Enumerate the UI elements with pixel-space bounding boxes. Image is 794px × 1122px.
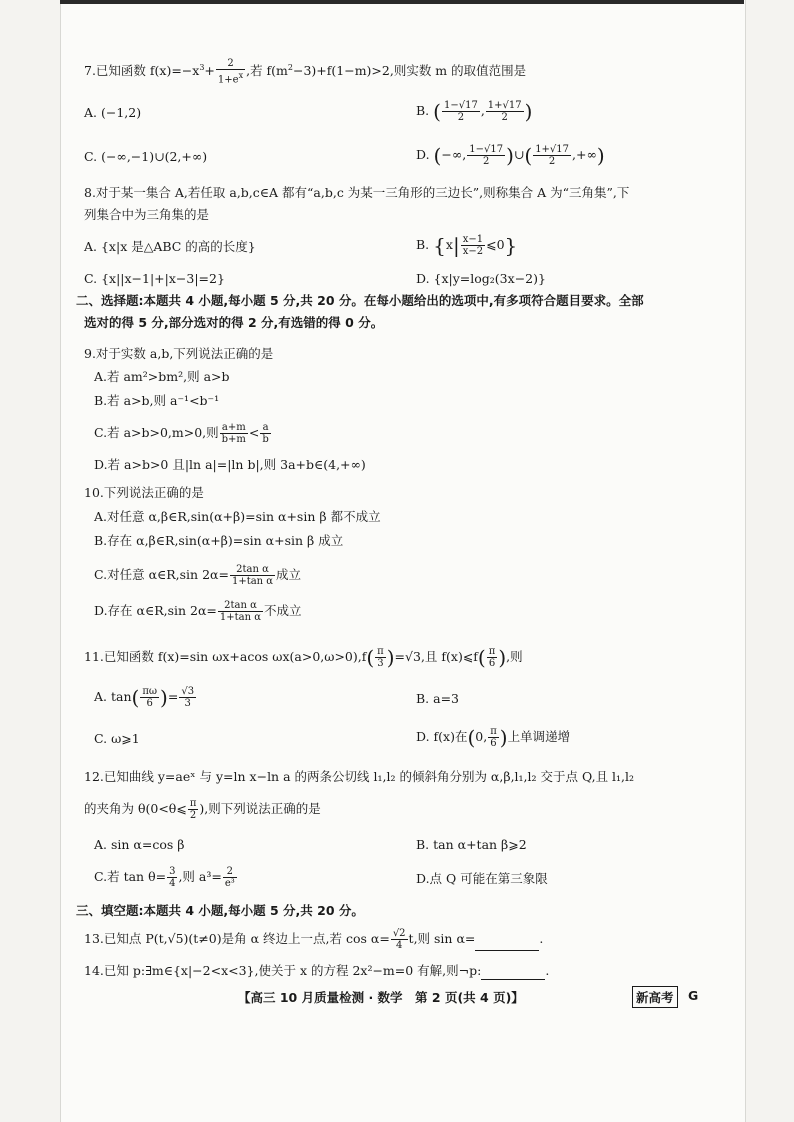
q11-option-a: A. tan( $\frac{\pi\omega}{6}$ )= $\frac{√3}{3}$ — [94, 685, 195, 710]
q11-option-c: C. ω⩾1 — [94, 731, 140, 746]
section2-heading-line1: 二、选择题:本题共 4 小题,每小题 5 分,共 20 分。在每小题给出的选项中,有多项符合题目要求。全部 — [76, 293, 644, 308]
q11-stem: 11.已知函数 f(x)=sin ωx+acos ωx(a>0,ω>0),f( $\frac{\pi}{3}$ )=√3,且 f(x)⩽f( $\frac{\pi}{6}$ ),则 — [84, 645, 523, 670]
footer-version-letter: G — [688, 988, 699, 1003]
q10-stem: 10.下列说法正确的是 — [84, 485, 204, 500]
q7-option-a: A. (−1,2) — [84, 105, 142, 120]
q10-option-d: D.存在 α∈R,sin 2α= $\frac{\text{2tan α}}{\text{1+tan α}}$ 不成立 — [94, 600, 302, 623]
q12-option-d: D.点 Q 可能在第三象限 — [416, 871, 548, 886]
q8-option-a: A. {x|x 是△ABC 的高的长度} — [84, 239, 256, 254]
q8-option-c: C. {x||x−1|+|x−3|=2} — [84, 271, 225, 286]
q12-stem-line1: 12.已知曲线 y=aeˣ 与 y=ln x−ln a 的两条公切线 l₁,l₂ 的倾斜角分别为 α,β,l₁,l₂ 交于点 Q,且 l₁,l₂ — [84, 769, 635, 784]
q9-option-c: C.若 a>b>0,m>0,则 $\frac{a+m}{b+m}$ < $\frac{a}{b}$ — [94, 422, 269, 445]
footer-region — [60, 0, 744, 1122]
q8-stem-line1: 8.对于某一集合 A,若任取 a,b,c∈A 都有“a,b,c 为某一三角形的三边长”,则称集合 A 为“三角集”,下 — [84, 185, 630, 200]
section3-heading: 三、填空题:本题共 4 小题,每小题 5 分,共 20 分。 — [76, 903, 364, 918]
footer-badge: 新高考 — [632, 986, 678, 1008]
q7-option-b: B. ( $\frac{1-√17}{2}$ , $\frac{1+√17}{2}$ ) — [416, 99, 533, 124]
q12-stem-line2: 的夹角为 θ(0<θ⩽ $\frac{\pi}{2}$ ),则下列说法正确的是 — [84, 798, 321, 821]
q9-option-a: A.若 am²>bm²,则 a>b — [94, 369, 230, 384]
q11-option-b: B. a=3 — [416, 691, 460, 706]
q10-option-b: B.存在 α,β∈R,sin(α+β)=sin α+sin β 成立 — [94, 533, 344, 548]
q9-option-b: B.若 a>b,则 a⁻¹<b⁻¹ — [94, 393, 220, 408]
q10-option-a: A.对任意 α,β∈R,sin(α+β)=sin α+sin β 都不成立 — [94, 509, 381, 524]
q8-option-b: B. {x| $\frac{x-1}{x-2}$ ⩽0} — [416, 233, 518, 258]
q12-option-c: C.若 tan θ= $\frac{3}{4}$ ,则 a³= $\frac{2}{\text{e³}}$ — [94, 866, 235, 889]
q9-stem: 9.对于实数 a,b,下列说法正确的是 — [84, 346, 274, 361]
q13-stem: 13.已知点 P(t,√5)(t≠0)是角 α 终边上一点,若 cos α= $\frac{√2}{4}$ t,则 sin α= . — [84, 928, 544, 951]
q8-stem-line2: 列集合中为三角集的是 — [84, 207, 210, 222]
q7-option-c: C. (−∞,−1)∪(2,+∞) — [84, 149, 208, 164]
q7-option-d: D. (−∞, $\frac{1-√17}{2}$ )∪( $\frac{1+√17}{2}$ ,+∞) — [416, 143, 605, 168]
q10-option-c: C.对任意 α∈R,sin 2α= $\frac{\text{2tan α}}{\text{1+tan α}}$ 成立 — [94, 564, 302, 587]
q7-stem: 7.已知函数 $f(x)=-x^3+$ $\frac{2}{1+e^x}$ ,若 $f(m^2-3)+f(1-m)>2$,则实数 m 的取值范围是 — [84, 58, 527, 86]
q12-option-b: B. tan α+tan β⩾2 — [416, 837, 527, 852]
section2-heading-line2: 选对的得 5 分,部分选对的得 2 分,有选错的得 0 分。 — [84, 315, 384, 330]
q11-option-d: D. f(x)在(0, $\frac{\pi}{6}$ )上单调递增 — [416, 725, 571, 750]
q9-option-d: D.若 a>b>0 且|ln a|=|ln b|,则 3a+b∈(4,+∞) — [94, 457, 366, 472]
q14-stem: 14.已知 p:∃m∈{x|−2<x<3},使关于 x 的方程 2x²−m=0 有解,则¬p: . — [84, 963, 550, 978]
q12-option-a: A. sin α=cos β — [94, 837, 185, 852]
q8-option-d: D. {x|y=log₂(3x−2)} — [416, 271, 546, 286]
footer-page-info: 【高三 10 月质量检测 · 数学 第 2 页(共 4 页)】 — [238, 990, 524, 1005]
